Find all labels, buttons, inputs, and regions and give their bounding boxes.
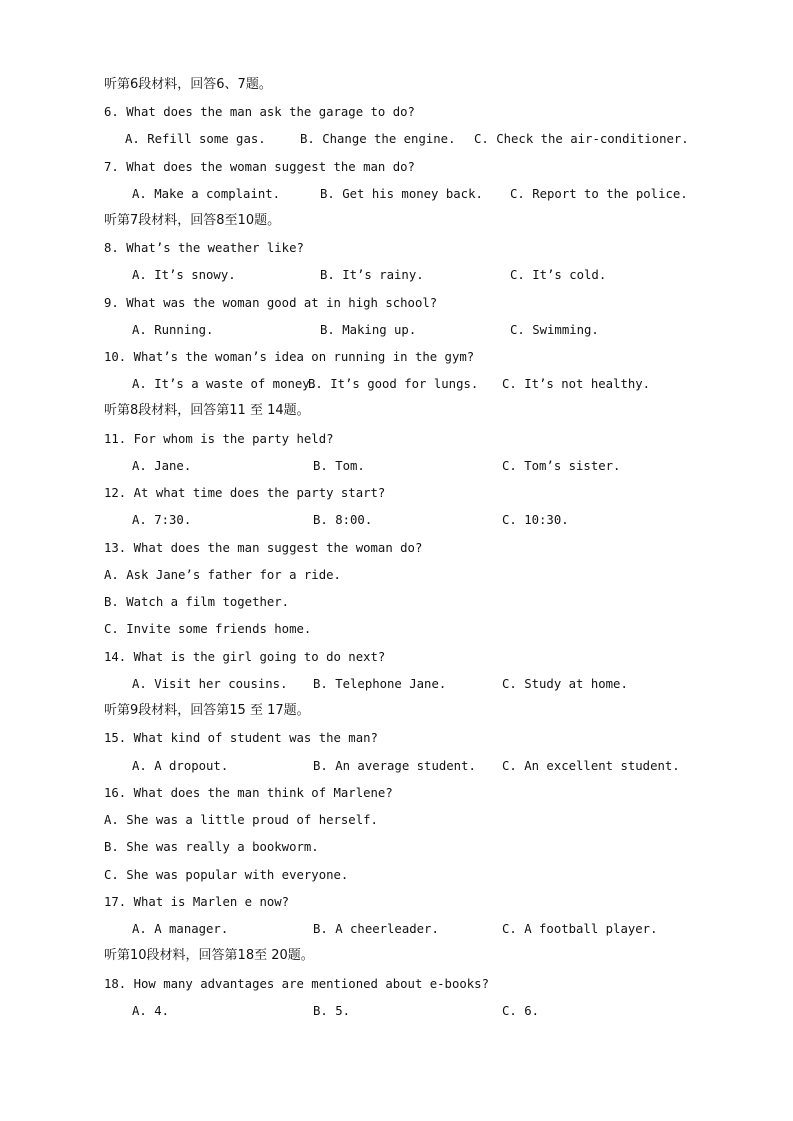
q11-option-a: A. Jane.	[132, 459, 192, 473]
q10-option-b: B. It’s good for lungs.	[308, 377, 479, 391]
q11-option-b: B. Tom.	[313, 459, 365, 473]
q7-option-a: A. Make a complaint.	[132, 187, 281, 201]
section-6-heading: 听第6段材料，回答6、7题。	[104, 77, 272, 92]
section-9-heading: 听第9段材料，回答第15 至 17题。	[104, 703, 310, 718]
q13: 13. What does the man suggest the woman do?	[104, 541, 423, 555]
q16: 16. What does the man think of Marlene?	[104, 786, 393, 800]
q14: 14. What is the girl going to do next?	[104, 650, 386, 664]
q8-option-b: B. It’s rainy.	[320, 268, 424, 282]
q9: 9. What was the woman good at in high school?	[104, 296, 438, 310]
q18: 18. How many advantages are mentioned about e-books?	[104, 977, 489, 991]
q12-option-b: B. 8:00.	[313, 513, 373, 527]
q12-option-a: A. 7:30.	[132, 513, 192, 527]
q10-option-c: C. It’s not healthy.	[502, 377, 651, 391]
q11-option-c: C. Tom’s sister.	[502, 459, 621, 473]
q13-option-c: C. Invite some friends home.	[104, 622, 312, 636]
q15-option-c: C. An excellent student.	[502, 759, 680, 773]
q10: 10. What’s the woman’s idea on running in the gym?	[104, 350, 475, 364]
q8: 8. What’s the weather like?	[104, 241, 304, 255]
q12: 12. At what time does the party start?	[104, 486, 386, 500]
q16-option-a: A. She was a little proud of herself.	[104, 813, 378, 827]
q11: 11. For whom is the party held?	[104, 432, 334, 446]
q8-option-a: A. It’s snowy.	[132, 268, 236, 282]
q17-option-a: A. A manager.	[132, 922, 229, 936]
q16-option-b: B. She was really a bookworm.	[104, 840, 319, 854]
q17: 17. What is Marlen e now?	[104, 895, 290, 909]
q14-option-c: C. Study at home.	[502, 677, 628, 691]
q18-option-b: B. 5.	[313, 1004, 351, 1018]
q18-option-a: A. 4.	[132, 1004, 170, 1018]
q13-option-a: A. Ask Jane’s father for a ride.	[104, 568, 341, 582]
q16-option-c: C. She was popular with everyone.	[104, 868, 349, 882]
q17-option-c: C. A football player.	[502, 922, 658, 936]
q13-option-b: B. Watch a film together.	[104, 595, 290, 609]
q6: 6. What does the man ask the garage to do?	[104, 105, 415, 119]
section-8-heading: 听第8段材料，回答第11 至 14题。	[104, 403, 310, 418]
q7-option-c: C. Report to the police.	[510, 187, 688, 201]
q15-option-b: B. An average student.	[313, 759, 476, 773]
section-10-heading: 听第10段材料，回答第18至 20题。	[104, 948, 314, 963]
q14-option-a: A. Visit her cousins.	[132, 677, 288, 691]
q9-option-a: A. Running.	[132, 323, 214, 337]
q9-option-b: B. Making up.	[320, 323, 417, 337]
q9-option-c: C. Swimming.	[510, 323, 599, 337]
q15: 15. What kind of student was the man?	[104, 731, 378, 745]
q6-option-b: B. Change the engine.	[300, 132, 456, 146]
q17-option-b: B. A cheerleader.	[313, 922, 439, 936]
q12-option-c: C. 10:30.	[502, 513, 569, 527]
q6-option-a: A. Refill some gas.	[125, 132, 266, 146]
q6-option-c: C. Check the air-conditioner.	[474, 132, 689, 146]
section-7-heading: 听第7段材料，回答8至10题。	[104, 213, 281, 228]
q7-option-b: B. Get his money back.	[320, 187, 483, 201]
q8-option-c: C. It’s cold.	[510, 268, 607, 282]
q7: 7. What does the woman suggest the man do?	[104, 160, 415, 174]
q10-option-a: A. It’s a waste of money.	[132, 377, 318, 391]
q15-option-a: A. A dropout.	[132, 759, 229, 773]
q14-option-b: B. Telephone Jane.	[313, 677, 447, 691]
q18-option-c: C. 6.	[502, 1004, 540, 1018]
